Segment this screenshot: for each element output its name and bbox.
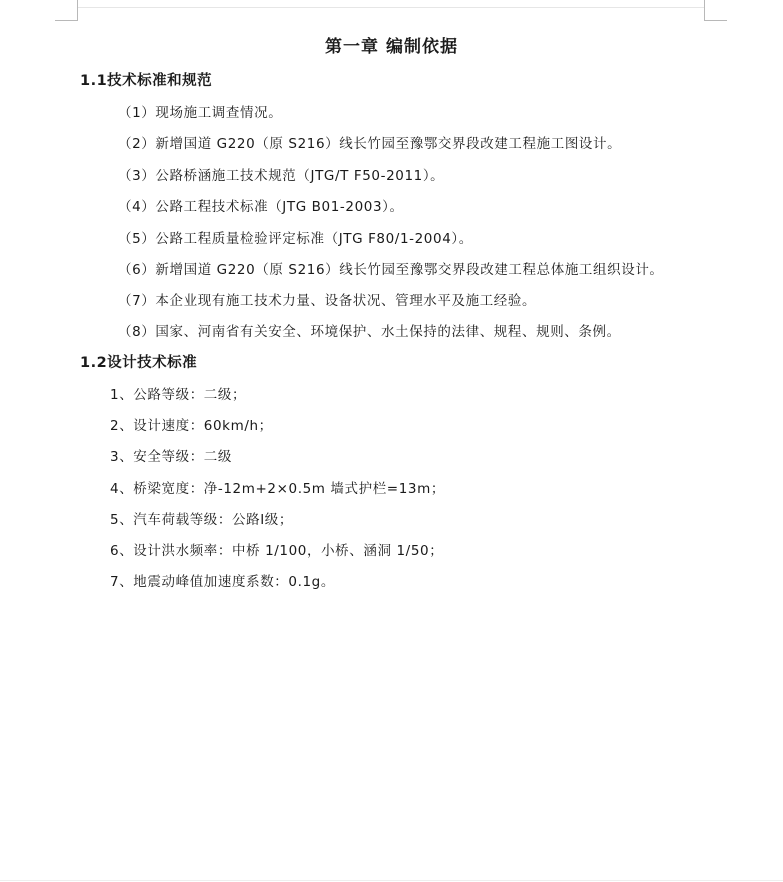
section-heading-standards: 1.1技术标准和规范 bbox=[80, 73, 213, 89]
design-standard-item: 3、安全等级：二级 bbox=[110, 449, 232, 465]
design-standard-item: 7、地震动峰值加速度系数：0.1g。 bbox=[110, 574, 335, 590]
design-standard-item: 6、设计洪水频率：中桥 1/100，小桥、涵洞 1/50； bbox=[110, 543, 444, 559]
crop-mark-top-right bbox=[704, 0, 727, 21]
design-standard-item: 2、设计速度：60km/h； bbox=[110, 418, 273, 434]
reference-item: （4）公路工程技术标准（JTG B01-2003）。 bbox=[118, 199, 404, 215]
page-top-margin-line bbox=[78, 7, 704, 8]
design-standard-item: 4、桥梁宽度：净-12m+2×0.5m 墙式护栏=13m； bbox=[110, 481, 445, 497]
section-heading-design-standards: 1.2设计技术标准 bbox=[80, 355, 198, 371]
reference-item: （1）现场施工调查情况。 bbox=[118, 105, 283, 121]
reference-item: （6）新增国道 G220（原 S216）线长竹园至豫鄂交界段改建工程总体施工组织设计。 bbox=[118, 262, 664, 278]
design-standard-item: 5、汽车荷载等级：公路Ⅰ级； bbox=[110, 512, 293, 528]
crop-mark-top-left bbox=[55, 0, 78, 21]
reference-item: （3）公路桥涵施工技术规范（JTG/T F50-2011）。 bbox=[118, 168, 445, 184]
page-bottom-edge bbox=[0, 880, 783, 881]
design-standard-item: 1、公路等级：二级； bbox=[110, 387, 247, 403]
reference-item: （5）公路工程质量检验评定标准（JTG F80/1-2004）。 bbox=[118, 231, 473, 247]
reference-item: （2）新增国道 G220（原 S216）线长竹园至豫鄂交界段改建工程施工图设计。 bbox=[118, 136, 622, 152]
reference-item: （7）本企业现有施工技术力量、设备状况、管理水平及施工经验。 bbox=[118, 293, 537, 309]
reference-item: （8）国家、河南省有关安全、环境保护、水土保持的法律、规程、规则、条例。 bbox=[118, 324, 621, 340]
chapter-title: 第一章 编制依据 bbox=[325, 37, 458, 57]
